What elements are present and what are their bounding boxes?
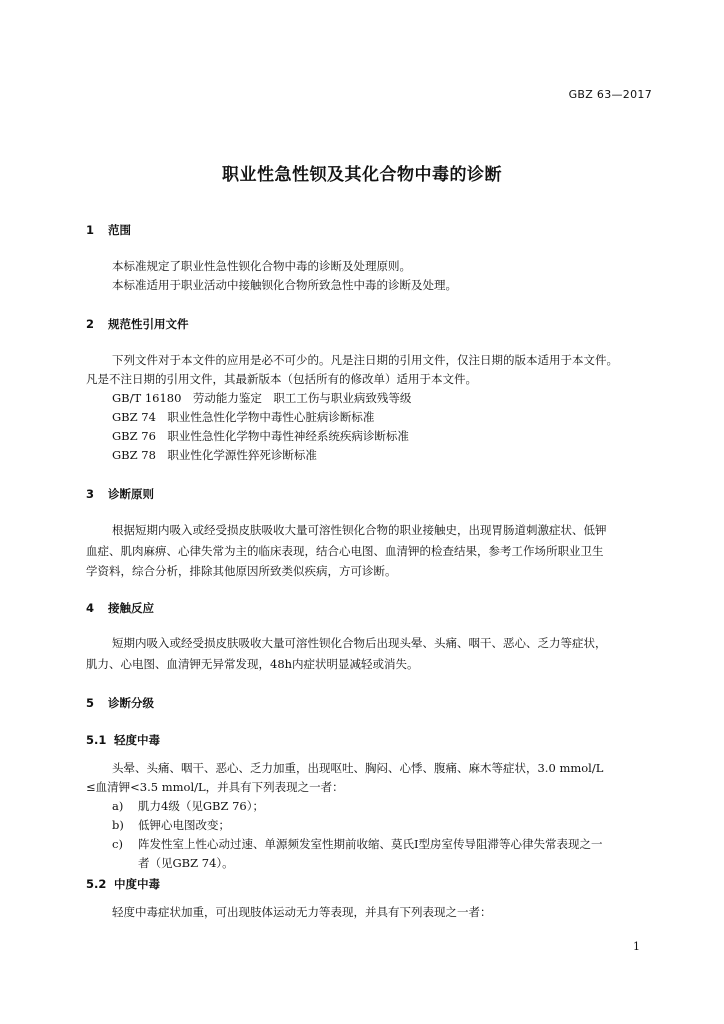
paragraph-line: 凡是不注日期的引用文件，其最新版本（包括所有的修改单）适用于本文件。 bbox=[86, 372, 477, 386]
subsection-heading-5-2 bbox=[86, 876, 160, 892]
section-number: 3 bbox=[86, 487, 95, 501]
section-heading-4 bbox=[86, 600, 154, 616]
section-number: 2 bbox=[86, 317, 95, 331]
reference-item: GBZ 78 职业性化学源性猝死诊断标准 bbox=[112, 448, 317, 462]
reference-item: GBZ 76 职业性急性化学物中毒性神经系统疾病诊断标准 bbox=[112, 429, 409, 443]
paragraph-line: ≤血清钾<3.5 mmol/L，并具有下列表现之一者： bbox=[86, 780, 344, 794]
section-title: 轻度中毒 bbox=[114, 733, 160, 747]
section-title: 中度中毒 bbox=[114, 877, 160, 891]
section-title: 诊断原则 bbox=[108, 487, 154, 501]
section-title: 接触反应 bbox=[108, 601, 154, 615]
document-title: 职业性急性钡及其化合物中毒的诊断 bbox=[222, 165, 502, 185]
paragraph-line: 根据短期内吸入或经受损皮肤吸收大量可溶性钡化合物的职业接触史，出现胃肠道刺激症状、低钾 bbox=[112, 523, 607, 537]
section-title: 规范性引用文件 bbox=[108, 317, 189, 331]
section-number: 5.2 bbox=[86, 877, 107, 891]
subsection-heading-5-1 bbox=[86, 732, 160, 748]
paragraph-line: 本标准规定了职业性急性钡化合物中毒的诊断及处理原则。 bbox=[112, 259, 411, 273]
section-number: 4 bbox=[86, 601, 95, 615]
section-number: 5.1 bbox=[86, 733, 107, 747]
section-number: 5 bbox=[86, 696, 95, 710]
paragraph-line: 肌力、心电图、血清钾无异常发现，48h内症状明显减轻或消失。 bbox=[86, 657, 419, 671]
paragraph-line: 头晕、头痛、咽干、恶心、乏力加重，出现呕吐、胸闷、心悸、腹痛、麻木等症状，3.0 mmol/L bbox=[112, 761, 604, 775]
list-item-text: 阵发性室上性心动过速、单源频发室性期前收缩、莫氏Ⅰ型房室传导阻滞等心律失常表现之一 bbox=[138, 837, 603, 851]
section-heading-5 bbox=[86, 695, 154, 711]
section-heading-2 bbox=[86, 316, 189, 332]
reference-item: GBZ 74 职业性急性化学物中毒性心脏病诊断标准 bbox=[112, 410, 375, 424]
list-item-label: c) bbox=[112, 837, 123, 851]
section-title: 诊断分级 bbox=[108, 696, 154, 710]
list-item-label: b) bbox=[112, 818, 124, 832]
paragraph-line: 学资料，综合分析，排除其他原因所致类似疾病，方可诊断。 bbox=[86, 564, 397, 578]
paragraph-line: 本标准适用于职业活动中接触钡化合物所致急性中毒的诊断及处理。 bbox=[112, 278, 457, 292]
paragraph-line: 下列文件对于本文件的应用是必不可少的。凡是注日期的引用文件，仅注日期的版本适用于本文件。 bbox=[112, 353, 618, 367]
paragraph-line: 短期内吸入或经受损皮肤吸收大量可溶性钡化合物后出现头晕、头痛、咽干、恶心、乏力等症状， bbox=[112, 636, 607, 650]
section-heading-1 bbox=[86, 222, 131, 238]
section-number: 1 bbox=[86, 223, 95, 237]
list-item-label: a) bbox=[112, 799, 124, 813]
paragraph-line: 血症、肌肉麻痹、心律失常为主的临床表现，结合心电图、血清钾的检查结果，参考工作场所职业卫生 bbox=[86, 544, 604, 558]
list-item-text: 低钾心电图改变； bbox=[138, 818, 230, 832]
standard-code: GBZ 63—2017 bbox=[568, 88, 652, 101]
section-heading-3 bbox=[86, 486, 154, 502]
paragraph-line: 轻度中毒症状加重，可出现肢体运动无力等表现，并具有下列表现之一者： bbox=[112, 905, 492, 919]
reference-item: GB/T 16180 劳动能力鉴定 职工工伤与职业病致残等级 bbox=[112, 391, 412, 405]
section-title: 范围 bbox=[108, 223, 131, 237]
list-item-text: 肌力4级（见GBZ 76）； bbox=[138, 799, 264, 813]
list-item-text-continued: 者（见GBZ 74）。 bbox=[138, 856, 234, 870]
page-number: 1 bbox=[633, 940, 640, 953]
